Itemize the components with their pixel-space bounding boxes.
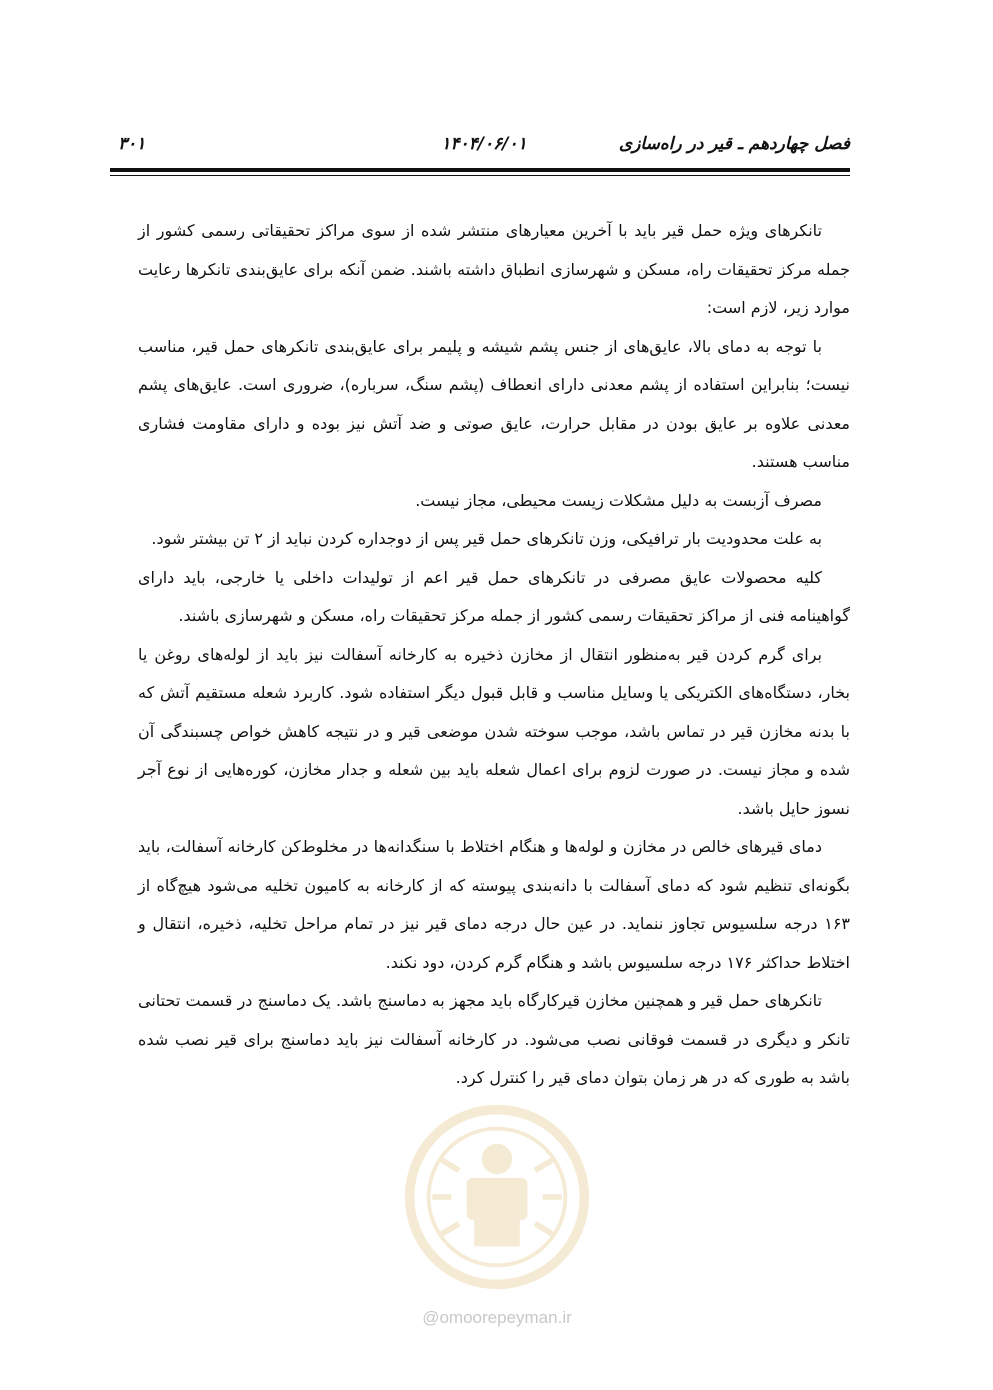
header-rule-thick <box>110 168 850 172</box>
paragraph: به علت محدودیت بار ترافیکی، وزن تانکرهای حمل قیر پس از دوجداره کردن نباید از ۲ تن بیشتر شود. <box>151 529 822 548</box>
paragraph: برای گرم کردن قیر به‌منظور انتقال از مخازن ذخیره به کارخانه آسفالت نیز باید از لوله‌های روغن یا بخار، دستگاه‌های الکتریکی یا وسایل مناسب و قابل قبول دیگر استفاده شود. کاربرد شعله مستقیم آتش که با بدنه مخازن قیر در تماس باشد، موجب سوخته شدن موضعی قیر و در نتیجه کاهش خواص چسبندگی آن شده و مجاز نیست. در صورت لزوم برای اعمال شعله باید بین شعله و جدار مخازن، کوره‌هایی از نوع آجر نسوز حایل باشد. <box>138 644 850 818</box>
paragraph: تانکرهای ویژه حمل قیر باید با آخرین معیارهای منتشر شده از سوی مراکز تحقیقاتی رسمی کشور از جمله مرکز تحقیقات راه، مسکن و شهرسازی انطباق داشته باشند. ضمن آنکه برای عایق‌بندی تانکرها رعایت موارد زیر، لازم است: <box>138 221 850 317</box>
page-number: ۳۰۱ <box>118 134 146 154</box>
header-rule-thin <box>110 175 850 176</box>
paragraph: با توجه به دمای بالا، عایق‌های از جنس پشم شیشه و پلیمر برای عایق‌بندی تانکرهای حمل قیر، مناسب نیست؛ بنابراین استفاده از پشم معدنی دارای انعطاف (پشم سنگ، سرباره)، ضروری است. عایق‌های پشم معدنی علاوه بر عایق بودن در مقابل حرارت، عایق صوتی و ضد آتش نیز بوده و دارای مقاومت فشاری مناسب هستند. <box>138 336 850 471</box>
watermark-logo-icon <box>402 1102 592 1292</box>
body-text <box>138 212 850 1098</box>
watermark-text: @omoorepeyman.ir <box>422 1308 572 1327</box>
paragraph: تانکرهای حمل قیر و همچنین مخازن قیرکارگاه باید مجهز به دماسنج باشد. یک دماسنج در قسمت تحتانی تانکر و دیگری در قسمت فوقانی نصب می‌شود. در کارخانه آسفالت نیز باید دماسنج برای قیر نصب شده باشد به طوری که در هر زمان بتوان دمای قیر را کنترل کرد. <box>138 991 850 1087</box>
chapter-title: فصل چهاردهم ـ قیر در راه‌سازی <box>618 134 850 154</box>
paragraph: کلیه محصولات عایق مصرفی در تانکرهای حمل قیر اعم از تولیدات داخلی یا خارجی، باید دارای گواهینامه فنی از مراکز تحقیقات رسمی کشور از جمله مرکز تحقیقات راه، مسکن و شهرسازی باشند. <box>138 567 850 625</box>
page-header <box>118 130 850 158</box>
paragraph: مصرف آزبست به دلیل مشکلات زیست محیطی، مجاز نیست. <box>415 490 822 510</box>
paragraph: دمای قیرهای خالص در مخازن و لوله‌ها و هنگام اختلاط با سنگدانه‌ها در مخلوط‌کن کارخانه آسفالت، باید بگونه‌ای تنظیم شود که دمای آسفالت با دانه‌بندی پیوسته که از کارخانه به کامیون تخلیه می‌شود هیچ‌گاه از ۱۶۳ درجه سلسیوس تجاوز ننماید. در عین حال درجه دمای قیر نیز در تمام مراحل تخلیه، ذخیره، انتقال و اختلاط حداکثر ۱۷۶ درجه سلسیوس باشد و هنگام گرم کردن، دود نکند. <box>138 837 850 972</box>
header-date: ۱۴۰۴/۰۶/۰۱ <box>441 134 527 154</box>
